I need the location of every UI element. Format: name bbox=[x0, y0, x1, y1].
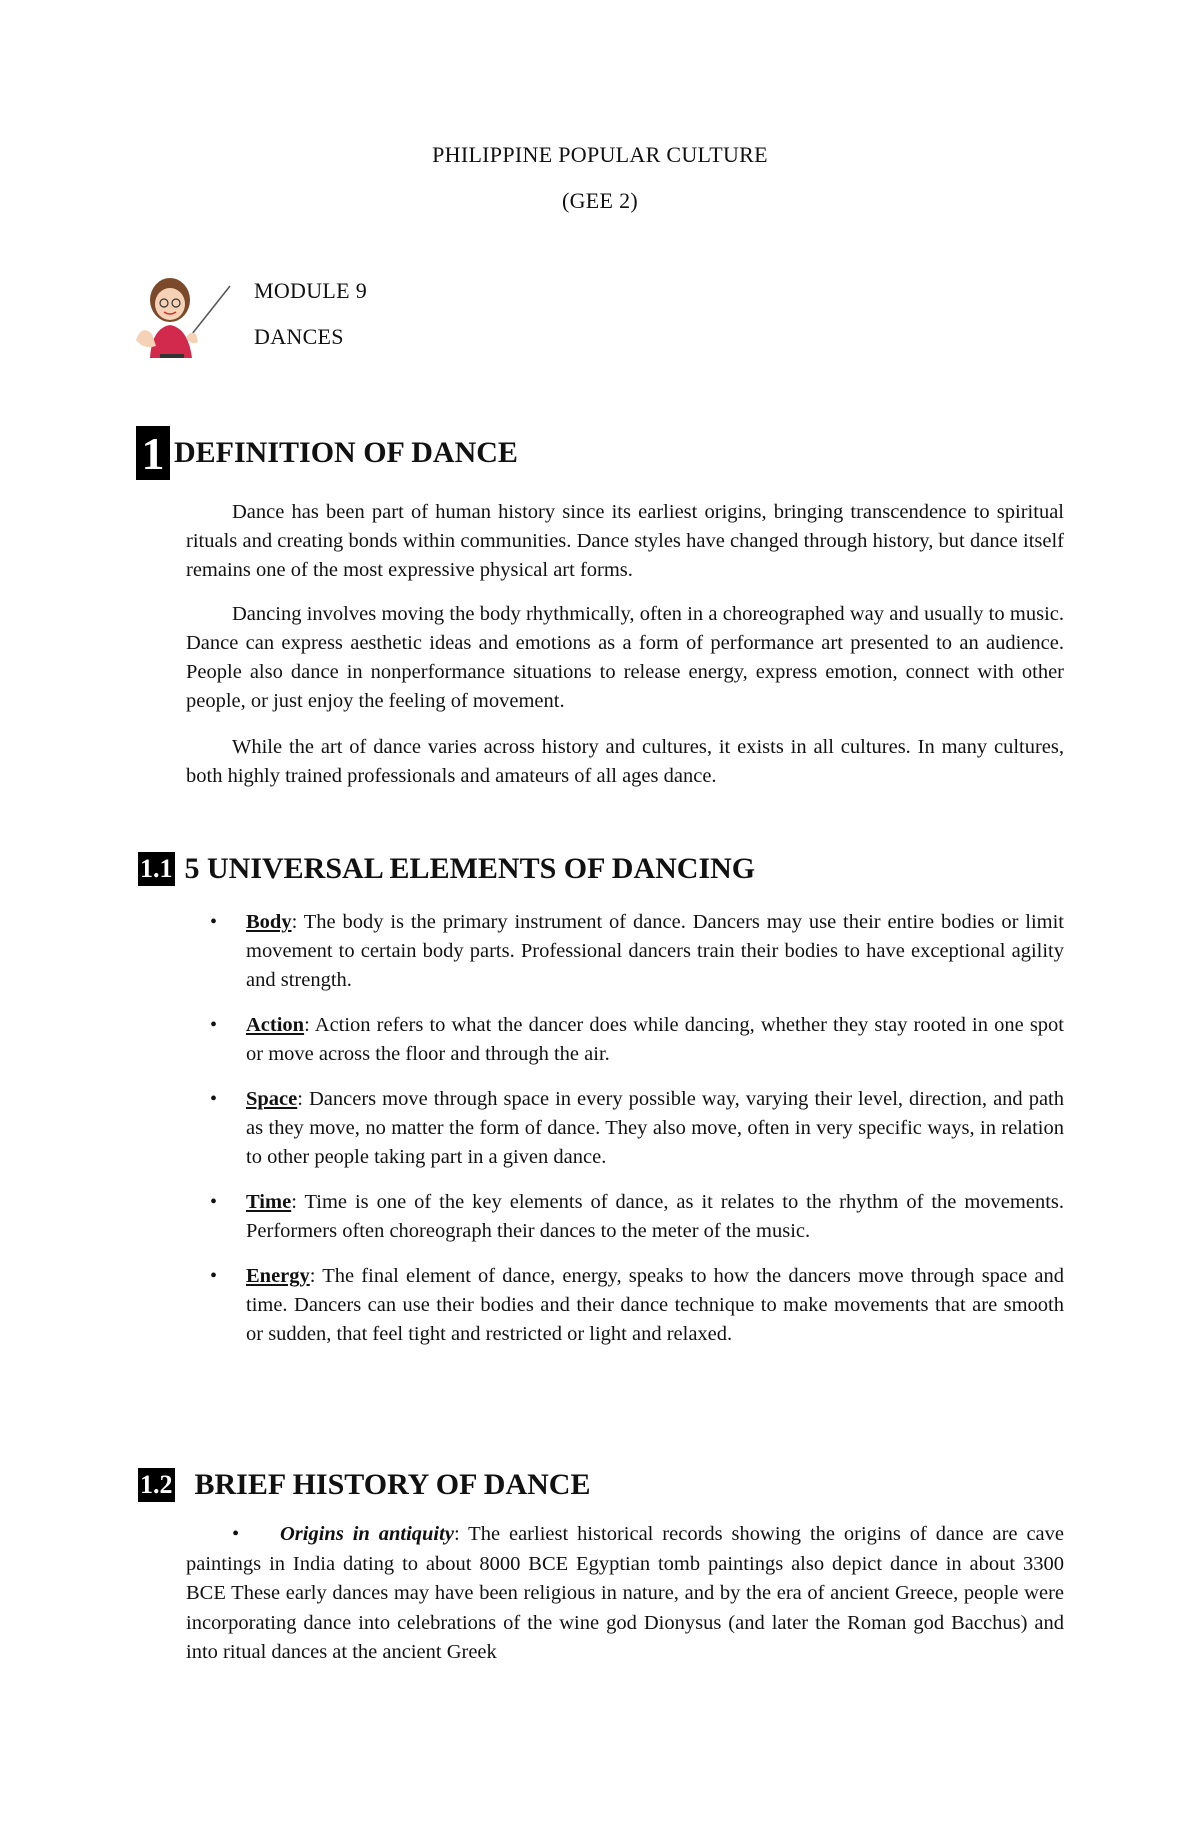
section-heading-history bbox=[138, 1468, 590, 1502]
element-term: Energy bbox=[246, 1265, 310, 1287]
section-title: BRIEF HISTORY OF DANCE bbox=[194, 1468, 591, 1501]
bullet-icon: • bbox=[210, 1265, 218, 1287]
section-number: 1.2 bbox=[138, 1468, 175, 1502]
course-code: (GEE 2) bbox=[561, 188, 639, 213]
module-topic: DANCES bbox=[254, 324, 344, 349]
paragraph: While the art of dance varies across history and cultures, it exists in all cultures. In many cultures, both highly trained professionals and amateurs of all ages dance. bbox=[186, 736, 1064, 787]
history-paragraph bbox=[186, 1520, 1064, 1668]
element-term: Body bbox=[246, 911, 292, 933]
section-title: 5 UNIVERSAL ELEMENTS OF DANCING bbox=[184, 852, 756, 885]
bullet-icon: • bbox=[210, 911, 218, 933]
elements-list bbox=[210, 908, 1064, 1349]
list-item bbox=[210, 1085, 1064, 1172]
element-term: Action bbox=[246, 1014, 305, 1036]
bullet-icon: • bbox=[232, 1523, 240, 1545]
document-title: PHILIPPINE POPULAR CULTURE bbox=[432, 142, 768, 167]
section-title: DEFINITION OF DANCE bbox=[174, 436, 518, 469]
section-number: 1.1 bbox=[138, 852, 175, 886]
history-term: Origins in antiquity bbox=[280, 1523, 454, 1545]
element-description: : The final element of dance, energy, speaks to how the dancers move through space and time. Dancers can use their bodies and their dance technique to make movements that are smooth or sudden, that feel tight and restricted or light and relaxed. bbox=[246, 1265, 1064, 1345]
bullet-icon: • bbox=[210, 1014, 218, 1036]
element-description: : Time is one of the key elements of dance, as it relates to the rhythm of the movements. Performers often choreograph their dances to the meter of the music. bbox=[246, 1191, 1064, 1242]
element-description: : The body is the primary instrument of dance. Dancers may use their entire bodies or limit movement to certain body parts. Professional dancers train their bodies to have exceptional agility and strength. bbox=[246, 911, 1064, 991]
section-number: 1 bbox=[136, 426, 170, 480]
section-heading-elements bbox=[138, 852, 755, 886]
paragraph: Dancing involves moving the body rhythmically, often in a choreographed way and usually to music. Dance can express aesthetic ideas and emotions as a form of performance art presented to an audience. People also dance in nonperformance situations to release energy, express emotion, connect with other people, or just enjoy the feeling of movement. bbox=[186, 603, 1064, 712]
list-item bbox=[210, 1262, 1064, 1349]
paragraph: Dance has been part of human history since its earliest origins, bringing transcendence to spiritual rituals and creating bonds within communities. Dance styles have changed through history, but dance itself remains one of the most expressive physical art forms. bbox=[186, 501, 1064, 581]
element-description: : Action refers to what the dancer does while dancing, whether they stay rooted in one spot or move across the floor and through the air. bbox=[246, 1014, 1064, 1065]
bullet-icon: • bbox=[210, 1088, 218, 1110]
module-number: MODULE 9 bbox=[254, 278, 368, 303]
history-text: : The earliest historical records showing the origins of dance are cave paintings in India dating to about 8000 BCE Egyptian tomb paintings also depict dance in about 3300 BCE These early dances may have been religious in nature, and by the era of ancient Greece, people were incorporating dance into celebrations of the wine god Dionysus (and later the Roman god Bacchus) and into ritual dances at the ancient Greek bbox=[186, 1523, 1064, 1663]
teacher-with-pointer-icon bbox=[130, 270, 240, 360]
element-term: Space bbox=[246, 1088, 298, 1110]
list-item bbox=[210, 908, 1064, 995]
element-term: Time bbox=[246, 1191, 292, 1213]
list-item bbox=[210, 1188, 1064, 1246]
section-heading-definition bbox=[136, 426, 518, 480]
list-item bbox=[210, 1011, 1064, 1069]
bullet-icon: • bbox=[210, 1191, 218, 1213]
element-description: : Dancers move through space in every possible way, varying their level, direction, and path as they move, no matter the form of dance. They also move, often in very specific ways, in relation to other people taking part in a given dance. bbox=[246, 1088, 1064, 1168]
